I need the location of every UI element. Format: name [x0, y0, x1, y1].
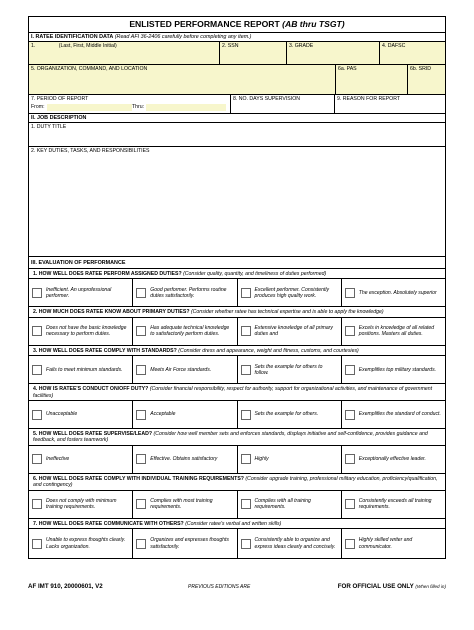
question-7-options	[29, 528, 445, 558]
section-1-header	[29, 32, 445, 41]
form-title-text: ENLISTED PERFORMANCE REPORT	[129, 19, 280, 29]
question-1	[29, 268, 445, 278]
q4-checkbox-3[interactable]	[241, 410, 251, 420]
question-5	[29, 428, 445, 445]
q6-option-4-text: Consistently exceeds all training requirements.	[358, 498, 432, 511]
grade-field[interactable]	[286, 42, 379, 64]
q3-checkbox-1[interactable]	[32, 365, 42, 375]
question-5-hint: (Consider how well member sets and enforces standards, displays initiative and self-confidence, provides guidance and feedback, and fosters teamwork)	[33, 431, 428, 444]
q4-checkbox-1[interactable]	[32, 410, 42, 420]
q3-option-1-text: Fails to meet minimum standards.	[46, 366, 123, 373]
q6-option-4[interactable]	[341, 491, 445, 518]
q4-checkbox-4[interactable]	[345, 410, 355, 420]
q7-option-4-text: Highly skilled writer and communicator.	[358, 537, 413, 550]
question-3-options	[29, 355, 445, 383]
q4-option-1-text: Unacceptable	[46, 411, 78, 418]
q3-option-3[interactable]	[237, 356, 341, 383]
section-2-header	[29, 113, 445, 122]
srid-field-label: 6b. SRID	[410, 66, 432, 72]
q6-option-2-text: Complies with most training requirements.	[150, 498, 213, 511]
question-3-title: 3. HOW WELL DOES RATEE COMPLY WITH STANDARDS?	[33, 347, 177, 354]
section-1-note: (Read AFI 36-2406 carefully before completing any item.)	[114, 34, 252, 40]
ssn-field[interactable]	[219, 42, 286, 64]
key-duties-field[interactable]	[29, 146, 445, 256]
key-duties-label: 2. KEY DUTIES, TASKS, AND RESPONSIBILITIES	[31, 148, 150, 154]
performance-report-form	[28, 16, 446, 559]
q2-option-3[interactable]	[237, 318, 341, 345]
q5-option-3-text: Highly	[254, 456, 269, 463]
name-field-label: 1.	[31, 43, 36, 49]
q1-option-3[interactable]	[237, 279, 341, 306]
question-1-title: 1. HOW WELL DOES RATEE PERFORM ASSIGNED DUTIES?	[33, 271, 182, 277]
q6-checkbox-1[interactable]	[32, 499, 42, 509]
from-label: From:	[31, 103, 45, 110]
q4-option-3-text: Sets the example for others.	[254, 411, 319, 418]
question-6	[29, 473, 445, 490]
q5-option-4[interactable]	[341, 446, 445, 473]
organization-field-label: 5. ORGANIZATION, COMMAND, AND LOCATION	[31, 66, 148, 72]
section-2-label: II. JOB DESCRIPTION	[31, 115, 87, 121]
q2-option-1-text: Does not have the basic knowledge necessary to perform duties.	[46, 325, 127, 338]
question-6-title: 6. HOW WELL DOES RATEE COMPLY WITH INDIVIDUAL TRAINING REQUIREMENTS?	[33, 475, 244, 482]
official-use-text: FOR OFFICIAL USE ONLY	[337, 583, 414, 590]
q7-option-1-text: Unable to express thoughts clearly. Lacks organization.	[46, 537, 126, 550]
question-5-title: 5. HOW WELL DOES RATEE SUPERVISE/LEAD?	[33, 431, 153, 438]
days-supervision-label: 8. NO. DAYS SUPERVISION	[233, 96, 300, 102]
q7-option-1[interactable]	[29, 529, 132, 558]
q6-checkbox-4[interactable]	[345, 499, 355, 509]
q7-option-4[interactable]	[341, 529, 445, 558]
q3-checkbox-2[interactable]	[136, 365, 146, 375]
q3-option-4-text: Exemplifies top military standards.	[358, 366, 437, 373]
period-field-label: 7. PERIOD OF REPORT	[31, 96, 89, 102]
q7-option-3-text: Consistently able to organize and express ideas clearly and concisely.	[254, 537, 336, 550]
srid-field[interactable]	[407, 65, 445, 94]
dafsc-field-label: 4. DAFSC	[382, 43, 406, 49]
q7-option-3[interactable]	[237, 529, 341, 558]
pas-field[interactable]	[335, 65, 407, 94]
name-field[interactable]	[29, 42, 219, 64]
ratee-id-row-2	[29, 64, 445, 94]
q7-checkbox-4[interactable]	[345, 539, 355, 549]
q3-checkbox-3[interactable]	[241, 365, 251, 375]
q1-option-1[interactable]	[29, 279, 132, 306]
question-2-title: 2. HOW MUCH DOES RATEE KNOW ABOUT PRIMARY DUTIES?	[33, 309, 190, 316]
q5-option-2-text: Effective. Obtains satisfactory	[150, 456, 218, 463]
duty-title-field[interactable]	[29, 122, 445, 146]
q6-checkbox-3[interactable]	[241, 499, 251, 509]
q4-option-4[interactable]	[341, 401, 445, 428]
q4-option-3[interactable]	[237, 401, 341, 428]
duty-title-label: 1. DUTY TITLE	[31, 124, 67, 130]
q2-checkbox-2[interactable]	[136, 326, 146, 336]
period-of-report	[29, 95, 230, 113]
question-7-hint: (Consider ratee's verbal and written skills)	[185, 520, 282, 527]
q7-option-2[interactable]	[132, 529, 236, 558]
q6-option-3-text: Complies with all training requirements.	[254, 498, 311, 511]
q5-option-1-text: Ineffective	[46, 456, 70, 463]
q5-checkbox-3[interactable]	[241, 454, 251, 464]
reason-field-label: 9. REASON FOR REPORT	[337, 96, 401, 102]
q2-option-3-text: Extensive knowledge of all primary duties and	[254, 325, 333, 338]
q2-checkbox-4[interactable]	[345, 326, 355, 336]
pas-field-label: 6a. PAS	[338, 66, 357, 72]
q1-option-3-text: Excellent performer. Consistently produces high quality work.	[254, 286, 330, 299]
q1-checkbox-4[interactable]	[345, 288, 355, 298]
q3-checkbox-4[interactable]	[345, 365, 355, 375]
question-7-title: 7. HOW WELL DOES RATEE COMMUNICATE WITH OTHERS?	[33, 520, 184, 527]
form-footer	[28, 583, 446, 595]
editions-note: PREVIOUS EDITIONS ARE	[188, 584, 251, 590]
grade-field-label: 3. GRADE	[289, 43, 314, 49]
question-2-options	[29, 317, 445, 345]
q5-checkbox-2[interactable]	[136, 454, 146, 464]
question-1-options	[29, 278, 445, 306]
from-date-input[interactable]	[47, 104, 132, 111]
q6-option-3[interactable]	[237, 491, 341, 518]
question-5-options	[29, 445, 445, 473]
official-use-label	[338, 583, 446, 590]
q5-option-1[interactable]	[29, 446, 132, 473]
form-title-grade-range: (AB thru TSGT)	[282, 19, 345, 29]
q2-option-4-text: Excels in knowledge of all related positions. Masters all duties.	[358, 325, 435, 338]
form-id: AF IMT 910, 20000601, V2	[28, 583, 103, 590]
q4-option-1[interactable]	[29, 401, 132, 428]
ratee-id-row-3	[29, 94, 445, 113]
question-4-options	[29, 400, 445, 428]
q1-option-2[interactable]	[132, 279, 236, 306]
q4-option-4-text: Exemplifies the standard of conduct.	[358, 411, 441, 418]
question-6-hint: (Consider upgrade training, professional military education, proficiency/qualification, and contingency)	[33, 475, 438, 489]
q4-option-2-text: Acceptable	[150, 411, 176, 418]
q3-option-4[interactable]	[341, 356, 445, 383]
q2-option-1[interactable]	[29, 318, 132, 345]
q5-option-2[interactable]	[132, 446, 236, 473]
q4-option-2[interactable]	[132, 401, 236, 428]
q3-option-2[interactable]	[132, 356, 236, 383]
q7-option-2-text: Organizes and expresses thoughts satisfactorily.	[150, 537, 229, 550]
question-2	[29, 306, 445, 316]
section-3-label: III. EVALUATION OF PERFORMANCE	[31, 260, 126, 266]
thru-label: Thru:	[132, 103, 145, 110]
q3-option-2-text: Meets Air Force standards.	[150, 366, 212, 373]
question-4-hint: (Consider financial responsibility, respect for authority, support for organizational activities, and maintenance of government facilities)	[33, 386, 433, 399]
q2-option-4[interactable]	[341, 318, 445, 345]
q5-option-3[interactable]	[237, 446, 341, 473]
dafsc-field[interactable]	[379, 42, 445, 64]
period-range	[31, 104, 228, 111]
q5-checkbox-1[interactable]	[32, 454, 42, 464]
question-3	[29, 345, 445, 355]
q6-checkbox-2[interactable]	[136, 499, 146, 509]
question-4	[29, 383, 445, 400]
q4-checkbox-2[interactable]	[136, 410, 146, 420]
q6-option-2[interactable]	[132, 491, 236, 518]
q2-checkbox-3[interactable]	[241, 326, 251, 336]
q1-option-1-text: Inefficient. An unprofessional performer.	[46, 286, 112, 299]
q2-option-2-text: Has adequate technical knowledge to satisfactorily perform duties.	[150, 325, 230, 338]
q6-option-1-text: Does not comply with minimum training requirements.	[46, 498, 117, 511]
question-3-hint: (Consider dress and appearance, weight and fitness, customs, and courtesies)	[178, 347, 359, 354]
organization-field[interactable]	[29, 65, 335, 94]
q5-checkbox-4[interactable]	[345, 454, 355, 464]
q2-checkbox-1[interactable]	[32, 326, 42, 336]
ssn-field-label: 2. SSN	[222, 43, 239, 49]
section-1-label: I. RATEE IDENTIFICATION DATA	[31, 34, 114, 40]
q1-checkbox-3[interactable]	[241, 288, 251, 298]
when-filled-note: (When filled in)	[415, 584, 446, 589]
q1-checkbox-1[interactable]	[32, 288, 42, 298]
q3-option-3-text: Sets the example for others to follow.	[254, 363, 323, 376]
question-7	[29, 518, 445, 528]
name-field-sublabel: (Last, First, Middle Initial)	[58, 43, 117, 49]
q2-option-2[interactable]	[132, 318, 236, 345]
question-2-hint: (Consider whether ratee has technical expertise and is able to apply the knowledge)	[190, 309, 384, 316]
q7-checkbox-2[interactable]	[136, 539, 146, 549]
form-title	[29, 17, 445, 32]
q1-checkbox-2[interactable]	[136, 288, 146, 298]
q1-option-4-text: The exception. Absolutely superior	[358, 289, 437, 296]
question-4-title: 4. HOW IS RATEE'S CONDUCT ON/OFF DUTY?	[33, 386, 149, 393]
question-1-hint: (Consider quality, quantity, and timeliness of duties performed)	[183, 271, 327, 277]
q5-option-4-text: Exceptionally effective leader.	[358, 456, 426, 463]
q6-option-1[interactable]	[29, 491, 132, 518]
days-supervision-field[interactable]	[230, 95, 334, 113]
q1-option-2-text: Good performer. Performs routine duties satisfactorily.	[150, 286, 227, 299]
thru-date-input[interactable]	[146, 104, 226, 111]
question-6-options	[29, 490, 445, 518]
q1-option-4[interactable]	[341, 279, 445, 306]
q7-checkbox-1[interactable]	[32, 539, 42, 549]
ratee-id-row-1	[29, 41, 445, 64]
q7-checkbox-3[interactable]	[241, 539, 251, 549]
q3-option-1[interactable]	[29, 356, 132, 383]
reason-field[interactable]	[334, 95, 445, 113]
section-3-header	[29, 256, 445, 268]
